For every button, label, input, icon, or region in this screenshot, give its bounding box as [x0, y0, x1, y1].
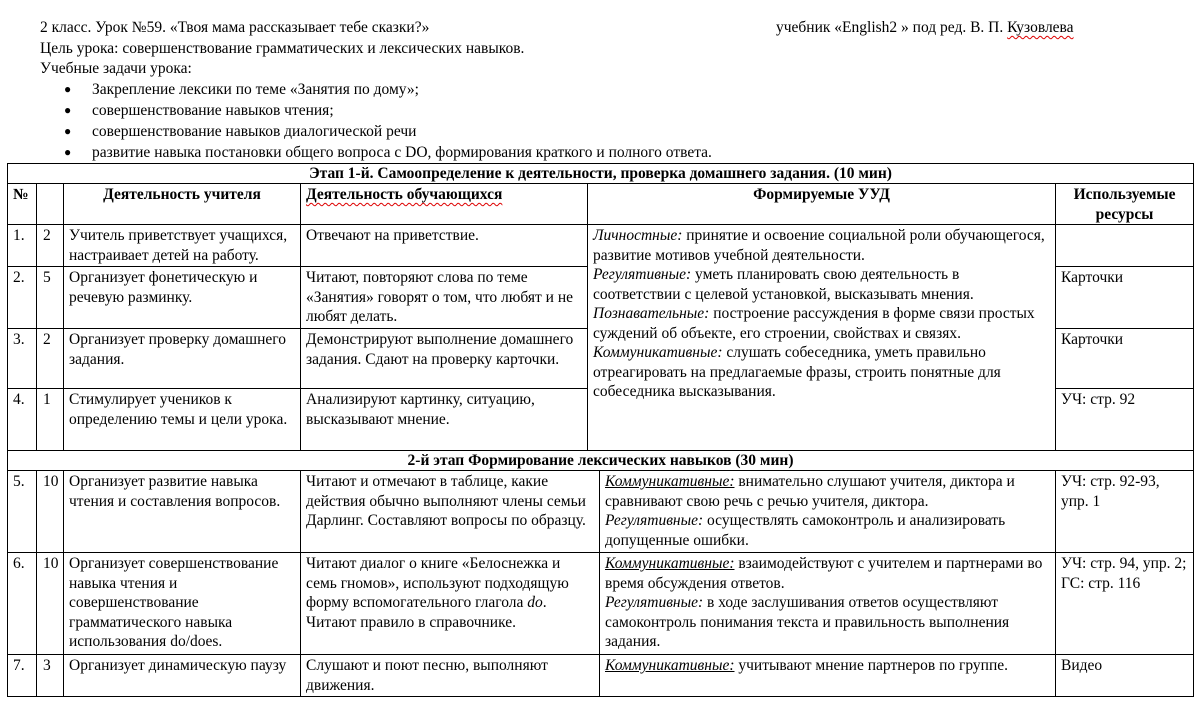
uud-text: в ходе заслушивания ответов осуществляют самоконтроль понимания текста и правильность выполнения задания.	[605, 594, 1010, 650]
row-num: 6.	[8, 553, 37, 655]
task-text: развитие навыка постановки общего вопроса с DO, формирования краткого и полного ответа.	[92, 144, 712, 161]
row-resources: УЧ: стр. 92	[1056, 389, 1194, 451]
bullet-icon: ●	[64, 103, 72, 117]
uud-text: учитывают мнение партнеров по группе.	[734, 657, 1009, 674]
header-students	[301, 184, 588, 225]
row-resources: Карточки	[1056, 329, 1194, 389]
row-students	[301, 553, 600, 655]
header-resources: Используемые ресурсы	[1056, 184, 1194, 225]
table-row	[8, 471, 1194, 553]
uud-text: внимательно слушают учителя, диктора и сравнивают свою речь с речью учителя, диктора.	[605, 473, 1015, 510]
row-resources: Видео	[1056, 655, 1194, 697]
row-students: Читают и отмечают в таблице, какие действия обычно выполняют члены семьи Дарлинг. Составляют вопросы по образцу.	[301, 471, 600, 553]
table-row	[8, 225, 1194, 267]
uud-label: Регулятивные:	[605, 512, 704, 529]
row-students: Отвечают на приветствие.	[301, 225, 588, 267]
row-duration: 1	[37, 389, 64, 451]
row-duration: 3	[37, 655, 64, 697]
lesson-header	[40, 18, 1190, 38]
table-row	[8, 655, 1194, 697]
row-teacher: Организует совершенствование навыка чтения и совершенствование грамматического навыка использования do/does.	[64, 553, 301, 655]
uud-label: Коммуникативные:	[605, 473, 735, 490]
header-uud: Формируемые УУД	[588, 184, 1056, 225]
lesson-title: 2 класс. Урок №59. «Твоя мама рассказывает тебе сказки?»	[40, 19, 430, 36]
row-resources	[1056, 225, 1194, 267]
stage1-uud	[588, 225, 1056, 451]
table-row	[8, 553, 1194, 655]
row-resources: УЧ: стр. 94, упр. 2; ГС: стр. 116	[1056, 553, 1194, 655]
row-teacher: Организует динамическую паузу	[64, 655, 301, 697]
tasks-list	[0, 79, 712, 163]
header-num: №	[8, 184, 37, 225]
uud-label: Коммуникативные:	[605, 657, 735, 674]
row-num: 1.	[8, 225, 37, 267]
bullet-icon: ●	[64, 82, 72, 96]
uud-label: Коммуникативные:	[605, 555, 735, 572]
uud-label: Регулятивные:	[605, 594, 704, 611]
tasks-title: Учебные задачи урока:	[40, 60, 192, 77]
header-duration	[37, 184, 64, 225]
textbook-author: Кузовлева	[1007, 19, 1074, 36]
row-teacher: Стимулирует учеников к определению темы и цели урока.	[64, 389, 301, 451]
uud-text: слушать собеседника, уметь правильно отреагировать на предлагаемые фразы, строить понятные для собеседника высказывания.	[593, 344, 1001, 400]
uud-text: построение рассуждения в форме связи простых суждений об объекте, его строении, свойствах и связях.	[593, 305, 1035, 342]
lesson-goal: Цель урока: совершенствование грамматических и лексических навыков.	[40, 40, 525, 57]
stage-row	[8, 164, 1194, 184]
row-students: Анализируют картинку, ситуацию, высказывают мнение.	[301, 389, 588, 451]
task-item	[0, 79, 712, 100]
lesson-plan-table	[7, 163, 1194, 697]
header-students-text: Деятельность обучающихся	[306, 186, 503, 203]
uud-label: Личностные:	[593, 227, 683, 244]
header-teacher: Деятельность учителя	[64, 184, 301, 225]
row-uud	[600, 471, 1056, 553]
row-num: 2.	[8, 267, 37, 329]
uud-text: взаимодействуют с учителем и партнерами во время обсуждения ответов.	[605, 555, 1043, 592]
task-item	[0, 121, 712, 142]
row-uud	[600, 655, 1056, 697]
students-text: . Читают правило в справочнике.	[306, 594, 547, 631]
uud-label: Познавательные:	[593, 305, 710, 322]
bullet-icon: ●	[64, 145, 72, 159]
row-teacher: Учитель приветствует учащихся, настраивает детей на работу.	[64, 225, 301, 267]
row-duration: 5	[37, 267, 64, 329]
row-teacher: Организует фонетическую и речевую разминку.	[64, 267, 301, 329]
row-uud	[600, 553, 1056, 655]
row-duration: 10	[37, 471, 64, 553]
task-text: совершенствование навыков диалогической речи	[92, 123, 417, 140]
task-item	[0, 100, 712, 121]
uud-label: Регулятивные:	[593, 266, 692, 283]
row-resources: УЧ: стр. 92-93, упр. 1	[1056, 471, 1194, 553]
header-row	[8, 184, 1194, 225]
row-num: 4.	[8, 389, 37, 451]
row-duration: 2	[37, 225, 64, 267]
row-num: 7.	[8, 655, 37, 697]
row-duration: 2	[37, 329, 64, 389]
uud-text: осуществлять самоконтроль и анализировать допущенные ошибки.	[605, 512, 1006, 549]
bullet-icon: ●	[64, 124, 72, 138]
do-verb: do	[527, 594, 543, 611]
task-text: Закрепление лексики по теме «Занятия по дому»;	[92, 81, 419, 98]
task-item	[0, 142, 712, 163]
row-num: 3.	[8, 329, 37, 389]
row-resources: Карточки	[1056, 267, 1194, 329]
stage-row	[8, 451, 1194, 471]
row-teacher: Организует развитие навыка чтения и составления вопросов.	[64, 471, 301, 553]
textbook-prefix: учебник «English2 » под ред. В. П.	[776, 19, 1008, 36]
students-text: Читают диалог о книге «Белоснежка и семь гномов», используют подходящую форму вспомогательного глагола	[306, 555, 569, 611]
row-duration: 10	[37, 553, 64, 655]
uud-text: принятие и освоение социальной роли обучающегося, развитие мотивов учебной деятельности.	[593, 227, 1045, 264]
stage2-title: 2-й этап Формирование лексических навыков (30 мин)	[8, 451, 1194, 471]
row-students: Демонстрируют выполнение домашнего задания. Сдают на проверку карточки.	[301, 329, 588, 389]
row-teacher: Организует проверку домашнего задания.	[64, 329, 301, 389]
row-students: Читают, повторяют слова по теме «Занятия» говорят о том, что любят и не любят делать.	[301, 267, 588, 329]
uud-label: Коммуникативные:	[593, 344, 723, 361]
task-text: совершенствование навыков чтения;	[92, 102, 334, 119]
row-num: 5.	[8, 471, 37, 553]
row-students: Слушают и поют песню, выполняют движения.	[301, 655, 600, 697]
stage1-title: Этап 1-й. Самоопределение к деятельности, проверка домашнего задания. (10 мин)	[8, 164, 1194, 184]
textbook-reference	[776, 18, 1074, 38]
uud-text: уметь планировать свою деятельность в соответствии с целевой установкой, высказывать мнения.	[593, 266, 974, 303]
